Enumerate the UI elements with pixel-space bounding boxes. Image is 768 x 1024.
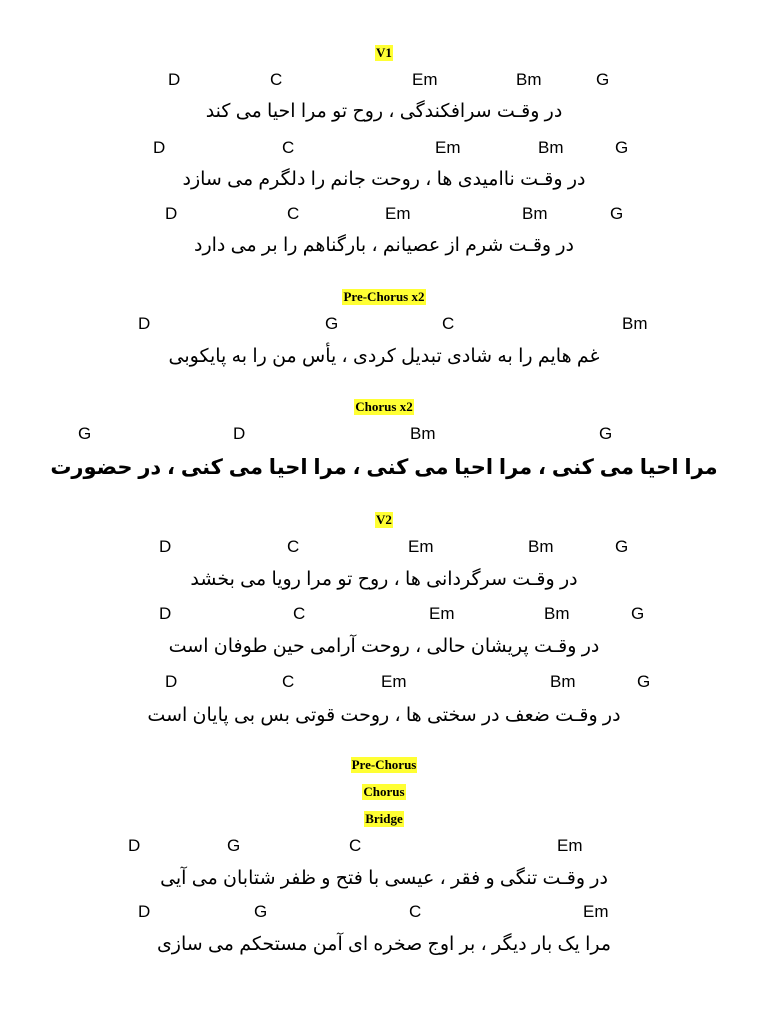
chord: Em [435,138,461,157]
chord: G [615,138,629,157]
chord: C [270,70,283,89]
chord: Em [412,70,438,89]
chord: Em [429,604,455,623]
chord-row [0,70,768,92]
section-label: Chorus [363,784,405,799]
chord: G [254,902,268,921]
chord: G [615,537,629,556]
section-v1 [0,44,768,62]
chord: G [78,424,92,443]
chord: D [153,138,166,157]
chord-row [0,902,768,924]
chord: Bm [516,70,542,89]
chord: Bm [528,537,554,556]
chord: Bm [410,424,436,443]
chord-row [0,424,768,446]
chord: D [165,672,178,691]
chord: G [227,836,241,855]
lyric-line: در وقـت ضعف در سختی ها ، روحت قوتی بس بی پایان است [147,705,621,726]
lyric-line: در وقـت تنگی و فقر ، عیسی با فتح و ظفر شتابان می آیی [160,868,608,889]
chord: G [599,424,613,443]
chord: D [165,204,178,223]
chord: D [138,902,151,921]
chord: D [159,604,172,623]
section-chorus-x2 [0,398,768,416]
chord-row [0,204,768,226]
chord: Bm [522,204,548,223]
section-label: Pre-Chorus [351,757,417,772]
section-label: Chorus x2 [355,399,413,414]
section-chorus [0,783,768,801]
section-v2 [0,511,768,529]
chord: C [282,138,295,157]
chord: C [287,204,300,223]
chord: C [293,604,306,623]
chord-row [0,537,768,559]
chord: Bm [544,604,570,623]
section-label: V2 [376,512,392,527]
lyric-line: در وقـت شرم از عصیانم ، بارگناهم را بر می دارد [193,235,575,256]
section-label: Pre-Chorus x2 [343,289,425,304]
section-label: Bridge [365,811,403,826]
chord: G [325,314,339,333]
lyric-line: در وقـت سرافکندگی ، روح تو مرا احیا می کند [205,101,563,122]
chord: C [287,537,300,556]
lyric-line: مرا یک بار دیگر ، بر اوج صخره ای آمن مستحکم می سازی [156,934,612,955]
lyric-line: در وقـت سرگردانی ها ، روح تو مرا رویا می بخشد [190,569,578,590]
section-prechorus [0,756,768,774]
chord: Em [583,902,609,921]
chord-row [0,138,768,160]
chord: Em [557,836,583,855]
chord-row [0,314,768,336]
chord: C [442,314,455,333]
chord: Bm [538,138,564,157]
section-prechorus-x2 [0,288,768,306]
chord: Em [385,204,411,223]
chord: C [282,672,295,691]
lyric-line: در وقـت پریشان حالی ، روحت آرامی حین طوفان است [168,636,600,657]
chord-row [0,836,768,858]
chord: D [168,70,181,89]
section-label: V1 [376,45,392,60]
chord-row [0,672,768,694]
lyric-line: غم هایم را به شادی تبدیل کردی ، یأس من را به پایکوبی [168,346,600,367]
chord: Em [381,672,407,691]
chord: Bm [622,314,648,333]
section-bridge [0,810,768,828]
chord: C [349,836,362,855]
chord: D [159,537,172,556]
chord: G [596,70,610,89]
chord: D [138,314,151,333]
lyric-line: در وقـت ناامیدی ها ، روحت جانم را دلگرم می سازد [182,169,586,190]
chord: Em [408,537,434,556]
chord: G [637,672,651,691]
chord: D [233,424,246,443]
chord: C [409,902,422,921]
chord: G [610,204,624,223]
chord: G [631,604,645,623]
lyric-line: مرا احیا می کنی ، مرا احیا می کنی ، مرا احیا می کنی ، در حضورت [50,456,718,479]
chord: D [128,836,141,855]
chord: Bm [550,672,576,691]
chord-row [0,604,768,626]
